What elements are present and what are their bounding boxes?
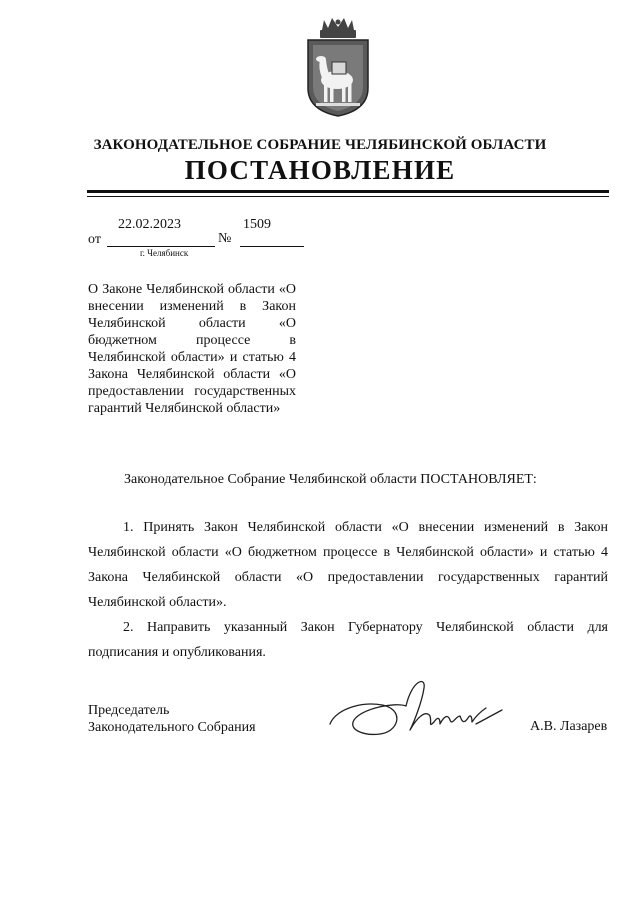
document-number: 1509	[243, 217, 271, 232]
handwritten-signature-icon	[326, 672, 506, 752]
document-date: 22.02.2023	[118, 217, 181, 232]
document-subject: О Законе Челябинской области «О внесении изменений в Закон Челябинской области «О бюджетном процессе в Челябинской области» и статью 4 Закона Челябинской области «О предоставлении государственных гарантий Челябинской области»	[88, 282, 296, 416]
organization-name: ЗАКОНОДАТЕЛЬНОЕ СОБРАНИЕ ЧЕЛЯБИНСКОЙ ОБЛАСТИ	[93, 137, 547, 153]
city-label: г. Челябинск	[140, 248, 189, 258]
header-divider-thin	[87, 196, 609, 197]
signer-position-line1: Председатель	[88, 703, 170, 718]
signer-position	[88, 702, 256, 736]
preamble: Законодательное Собрание Челябинской области ПОСТАНОВЛЯЕТ:	[124, 472, 537, 487]
document-type-title: ПОСТАНОВЛЕНИЕ	[184, 155, 456, 185]
resolution-item-2: 2. Направить указанный Закон Губернатору Челябинской области для подписания и опубликования.	[88, 620, 608, 660]
from-label: от	[88, 232, 101, 247]
number-underline	[240, 246, 304, 247]
resolution-item-1: 1. Принять Закон Челябинской области «О внесении изменений в Закон Челябинской области «О бюджетном процессе в Челябинской области» и статью 4 Закона Челябинской области «О предоставлении государственных гарантий Челябинской области».	[88, 520, 608, 610]
signer-name: А.В. Лазарев	[530, 719, 608, 734]
number-sign: №	[218, 231, 232, 246]
header-divider-thick	[87, 190, 609, 193]
coat-of-arms-icon	[300, 18, 376, 118]
signer-position-line2: Законодательного Собрания	[88, 720, 256, 735]
date-underline	[107, 246, 215, 247]
